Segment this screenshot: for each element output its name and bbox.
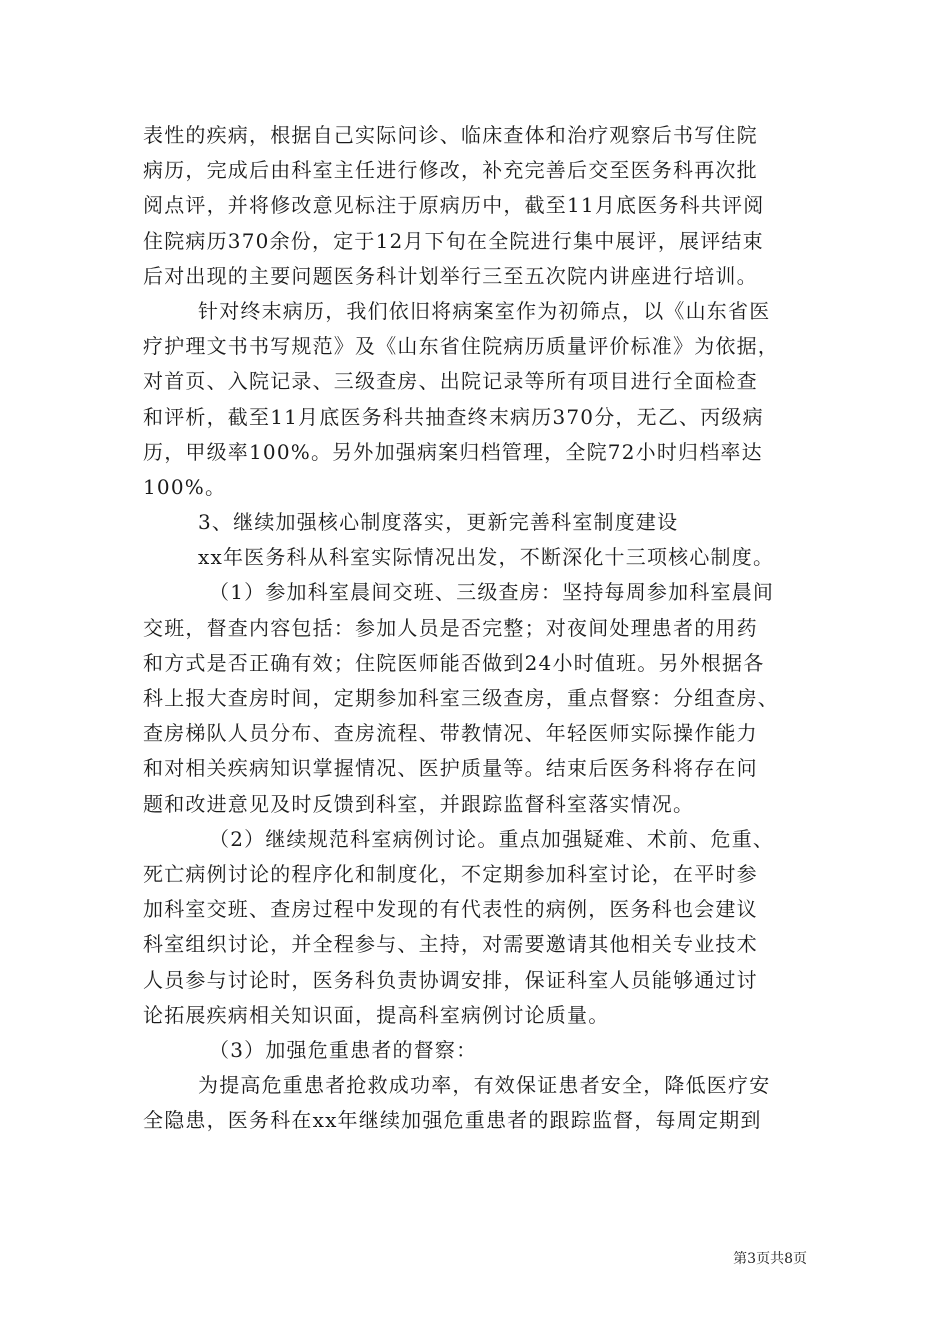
text-line: 针对终末病历，我们依旧将病案室作为初筛点，以《山东省医 (198, 298, 771, 323)
text-line: 为提高危重患者抢救成功率，有效保证患者安全，降低医疗安 (198, 1073, 771, 1098)
text-line: 后对出现的主要问题医务科计划举行三至五次院内讲座进行培训。 (143, 263, 758, 288)
text-line: 3、继续加强核心制度落实，更新完善科室制度建设 (198, 510, 679, 535)
text-line: （1）参加科室晨间交班、三级查房：坚持每周参加科室晨间 (209, 580, 775, 605)
text-line: 和方式是否正确有效；住院医师能否做到24小时值班。另外根据各 (143, 650, 765, 675)
text-line: 历，甲级率100%。另外加强病案归档管理，全院72小时归档率达 (143, 439, 763, 464)
text-line: 科室组织讨论，并全程参与、主持，对需要邀请其他相关专业技术 (143, 932, 758, 957)
text-line: 疗护理文书书写规范》及《山东省住院病历质量评价标准》为依据， (143, 334, 779, 359)
body-text (143, 118, 823, 1138)
text-line: 死亡病例讨论的程序化和制度化，不定期参加科室讨论，在平时参 (143, 861, 758, 886)
text-line: 住院病历370余份，定于12月下旬在全院进行集中展评，展评结束 (143, 228, 764, 253)
text-line: xx年医务科从科室实际情况出发，不断深化十三项核心制度。 (198, 545, 775, 570)
text-line: 阅点评，并将修改意见标注于原病历中，截至11月底医务科共评阅 (143, 193, 765, 218)
text-line: 表性的疾病，根据自己实际问诊、临床查体和治疗观察后书写住院 (143, 123, 758, 147)
text-line: 和评析，截至11月底医务科共抽查终末病历370分，无乙、丙级病 (143, 404, 764, 429)
text-line: 加科室交班、查房过程中发现的有代表性的病例，医务科也会建议 (143, 897, 758, 922)
text-line: 查房梯队人员分布、查房流程、带教情况、年轻医师实际操作能力 (143, 721, 758, 746)
text-line: 科上报大查房时间，定期参加科室三级查房，重点督察：分组查房、 (143, 686, 779, 710)
text-line: 交班，督查内容包括：参加人员是否完整；对夜间处理患者的用药 (143, 615, 758, 640)
text-line: 论拓展疾病相关知识面，提高科室病例讨论质量。 (143, 1002, 610, 1027)
page-number: 第3页共8页 (733, 1251, 807, 1267)
text-line: 和对相关疾病知识掌握情况、医护质量等。结束后医务科将存在问 (143, 756, 758, 781)
text-line: 题和改进意见及时反馈到科室，并跟踪监督科室落实情况。 (143, 791, 695, 816)
text-line: （2）继续规范科室病例讨论。重点加强疑难、术前、危重、 (209, 826, 775, 851)
text-line: 100%。 (143, 474, 227, 499)
text-line: （3）加强危重患者的督察： (209, 1037, 478, 1062)
text-line: 对首页、入院记录、三级查房、出院记录等所有项目进行全面检查 (143, 369, 758, 394)
text-line: 病历，完成后由科室主任进行修改，补充完善后交至医务科再次批 (143, 158, 758, 183)
text-line: 全隐患，医务科在xx年继续加强危重患者的跟踪监督，每周定期到 (143, 1108, 762, 1133)
text-line: 人员参与讨论时，医务科负责协调安排，保证科室人员能够通过讨 (143, 967, 758, 992)
